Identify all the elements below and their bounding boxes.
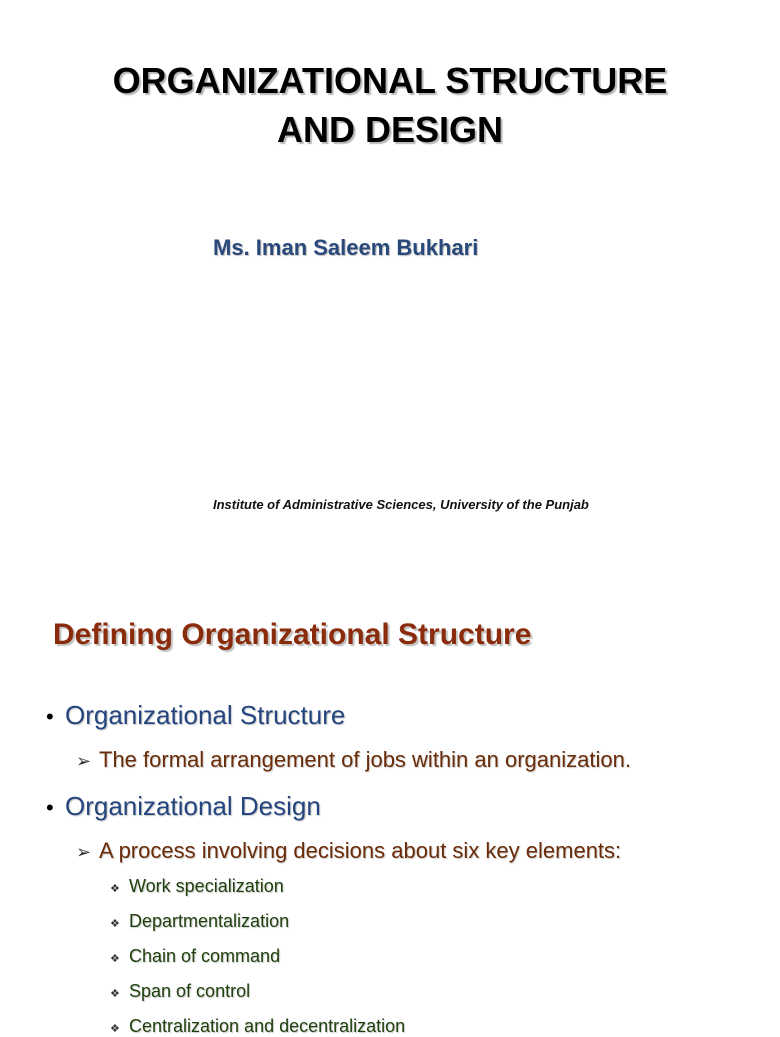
diamond-bullet-icon: ❖ [110, 918, 120, 930]
diamond-bullet-icon: ❖ [110, 988, 120, 1000]
sub-bullet-design-definition [76, 838, 621, 864]
arrow-bullet-icon: ➢ [76, 842, 92, 862]
slide-title [0, 56, 780, 154]
content-slide [0, 576, 768, 1036]
slide-title-line-2: AND DESIGN [276, 109, 504, 150]
sub-bullet-text: The formal arrangement of jobs within an organization. [99, 747, 631, 772]
bullet-organizational-structure [46, 700, 345, 731]
bullet-icon: • [46, 704, 54, 729]
sub-bullet-structure-definition [76, 747, 631, 773]
element-label: Centralization and decentralization [129, 1016, 406, 1036]
list-item [110, 946, 280, 967]
list-item [110, 981, 250, 1002]
list-item [110, 911, 289, 932]
slide-title-line-1: ORGANIZATIONAL STRUCTURE [112, 60, 668, 101]
bullet-label: Organizational Structure [65, 700, 346, 730]
diamond-bullet-icon: ❖ [110, 953, 120, 965]
element-label: Span of control [129, 981, 251, 1001]
sub-bullet-text: A process involving decisions about six key elements: [99, 838, 622, 863]
bullet-organizational-design [46, 791, 321, 822]
element-label: Work specialization [129, 876, 284, 896]
arrow-bullet-icon: ➢ [76, 751, 92, 771]
institute-name: Institute of Administrative Sciences, University of the Punjab [213, 497, 589, 512]
element-label: Chain of command [129, 946, 281, 966]
slide-heading: Defining Organizational Structure [53, 618, 532, 651]
bullet-icon: • [46, 795, 54, 820]
list-item [110, 876, 284, 897]
diamond-bullet-icon: ❖ [110, 883, 120, 895]
bullet-label: Organizational Design [65, 791, 321, 821]
author-name: Ms. Iman Saleem Bukhari [213, 235, 479, 260]
element-label: Departmentalization [129, 911, 290, 931]
list-item [110, 1016, 405, 1037]
diamond-bullet-icon: ❖ [110, 1023, 120, 1035]
